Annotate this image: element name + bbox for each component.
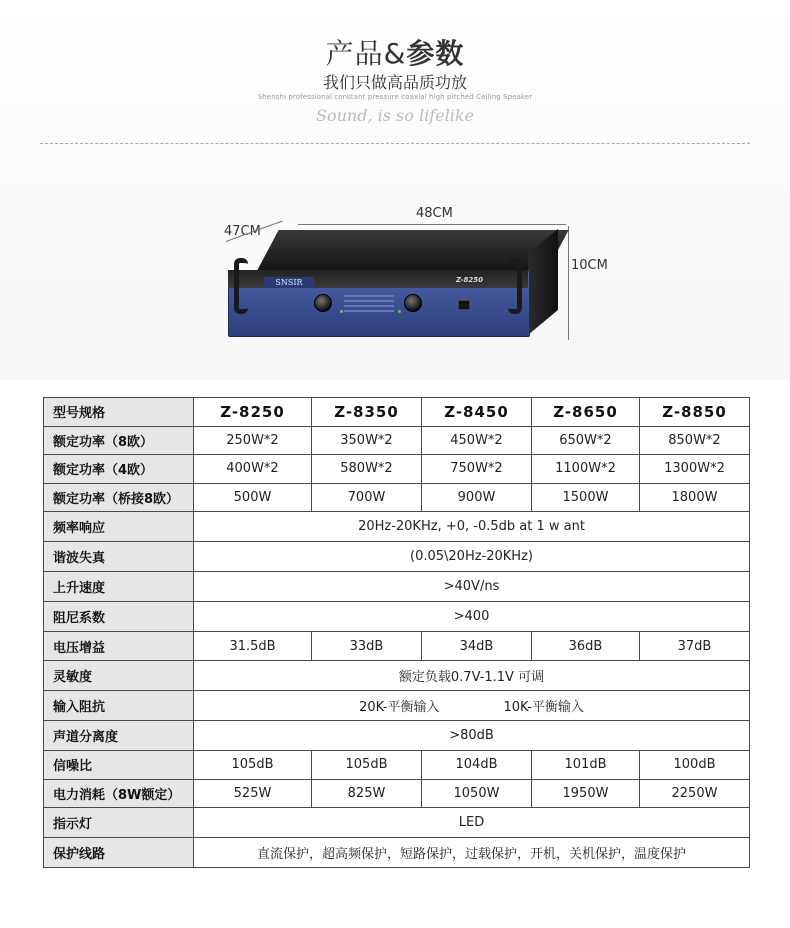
table-cell: 1500W [532,483,640,512]
row-label: 电力消耗（8W额定） [44,779,194,808]
table-row [44,602,750,632]
row-label: 上升速度 [44,572,194,602]
table-row [44,398,750,427]
table-row [44,483,750,512]
width-dimension-line [298,224,566,225]
power-switch [458,300,470,310]
table-cell: 34dB [422,632,532,661]
table-row [44,512,750,542]
dashed-divider [40,143,750,144]
row-label: 额定功率（8欧） [44,426,194,455]
table-row [44,808,750,838]
row-label: 声道分离度 [44,720,194,750]
table-row [44,632,750,661]
row-label: 额定功率（桥接8欧） [44,483,194,512]
height-dimension-line [568,226,569,340]
page-title [0,32,790,72]
title-light: 产品& [325,37,407,70]
table-row [44,542,750,572]
table-cell: 31.5dB [194,632,312,661]
impedance-value-b: 10K-平衡输入 [503,699,584,715]
table-row [44,455,750,484]
model-badge: Z-8250 [456,276,483,284]
table-cell: >400 [194,602,750,632]
table-cell: 37dB [640,632,750,661]
signal-led [398,310,401,313]
table-cell: 105dB [312,750,422,779]
row-label: 阻尼系数 [44,602,194,632]
volume-knob-a [314,294,332,312]
height-label: 10CM [571,258,608,273]
table-cell: 250W*2 [194,426,312,455]
table-cell: 450W*2 [422,426,532,455]
model-header: Z-8650 [532,398,640,427]
table-row [44,690,750,720]
model-header: Z-8450 [422,398,532,427]
table-row [44,779,750,808]
model-header: Z-8850 [640,398,750,427]
level-indicator [344,292,394,320]
table-cell: 36dB [532,632,640,661]
table-cell: 1950W [532,779,640,808]
table-cell: 350W*2 [312,426,422,455]
table-row [44,750,750,779]
table-cell [194,690,750,720]
table-cell: 525W [194,779,312,808]
spec-table [43,397,750,868]
table-cell: 650W*2 [532,426,640,455]
table-cell: 直流保护，超高频保护，短路保护，过载保护，开机，关机保护，温度保护 [194,838,750,868]
table-cell: 1050W [422,779,532,808]
table-row [44,720,750,750]
amplifier-product-image [228,230,568,340]
row-label: 输入阻抗 [44,690,194,720]
table-cell: 500W [194,483,312,512]
model-header: Z-8350 [312,398,422,427]
row-label: 型号规格 [44,398,194,427]
page-subtitle: 我们只做高品质功放 [322,73,467,92]
row-label: 频率响应 [44,512,194,542]
right-handle [508,258,522,314]
table-cell: 2250W [640,779,750,808]
row-label: 额定功率（4欧） [44,455,194,484]
table-cell: 105dB [194,750,312,779]
table-row [44,572,750,602]
row-label: 指示灯 [44,808,194,838]
impedance-value-a: 20K-平衡输入 [359,699,440,715]
title-bold: 参数 [406,37,465,70]
table-cell: 1100W*2 [532,455,640,484]
table-cell: 33dB [312,632,422,661]
table-cell: 101dB [532,750,640,779]
table-cell: LED [194,808,750,838]
english-tagline: Shenshi professional constant pressure coaxial high pitched Ceiling Speaker [257,93,533,101]
row-label: 保护线路 [44,838,194,868]
row-label: 信噪比 [44,750,194,779]
volume-knob-b [404,294,422,312]
table-cell: >40V/ns [194,572,750,602]
table-cell: 1300W*2 [640,455,750,484]
table-cell: (0.05\20Hz-20KHz) [194,542,750,572]
script-tagline: Sound, is so lifelike [316,106,474,125]
table-cell: 700W [312,483,422,512]
table-cell: 900W [422,483,532,512]
table-row [44,660,750,690]
width-label: 48CM [416,206,453,221]
signal-led [340,310,343,313]
row-label: 电压增益 [44,632,194,661]
model-header: Z-8250 [194,398,312,427]
table-cell: 104dB [422,750,532,779]
table-cell: 750W*2 [422,455,532,484]
table-cell: 100dB [640,750,750,779]
row-label: 灵敏度 [44,660,194,690]
table-cell: 400W*2 [194,455,312,484]
table-row [44,838,750,868]
depth-label: 47CM [224,224,261,239]
table-cell: 20Hz-20KHz, +0, -0.5db at 1 w ant [194,512,750,542]
left-handle [234,258,248,314]
table-cell: 850W*2 [640,426,750,455]
table-row [44,426,750,455]
table-cell: 580W*2 [312,455,422,484]
table-cell: 额定负载0.7V-1.1V 可调 [194,660,750,690]
table-cell: 1800W [640,483,750,512]
table-cell: >80dB [194,720,750,750]
table-cell: 825W [312,779,422,808]
brand-logo: SNSIR [264,277,314,288]
row-label: 谐波失真 [44,542,194,572]
